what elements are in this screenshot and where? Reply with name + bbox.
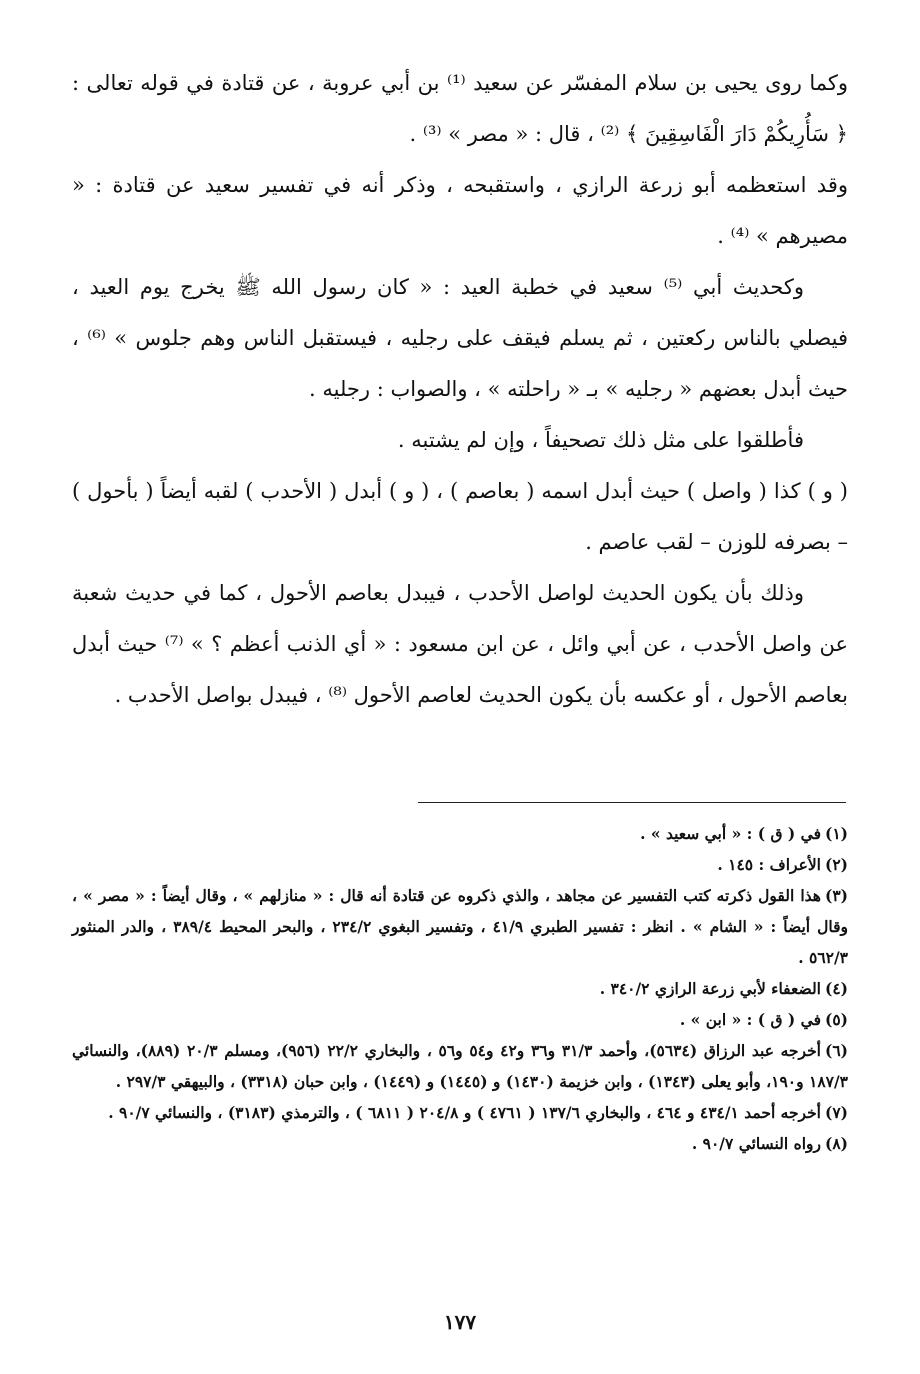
footnote-7 bbox=[72, 1097, 848, 1128]
footnote-5 bbox=[72, 1004, 848, 1035]
footnote-number: (٥) bbox=[824, 1010, 848, 1029]
footnote-text: هذا القول ذكرته كتب التفسير عن مجاهد ، والذي ذكروه عن قتادة أنه قال : « منازلهم » ، وقال أيضاً : « مصر » ، وقال أيضاً : « الشام » . انظر : تفسير الطبري ٤١/٩ ، وتفسير البغوي ٢٣٤/٢ ، والبحر المحيط ٣٨٩/٤ ، والدر المنثور ٥٦٢/٣ . bbox=[72, 886, 849, 967]
paragraph-3: وكحديث أبي ⁽⁵⁾ سعيد في خطبة العيد : « كان رسول الله ﷺ يخرج يوم العيد ، فيصلي بالناس ركعتين ، ثم يسلم فيقف على رجليه ، فيستقبل الناس وهم جلوس » ⁽⁶⁾ ، حيث أبدل بعضهم « رجليه » بـ « راحلته » ، والصواب : رجليه . bbox=[72, 275, 848, 401]
paragraph-2: وقد استعظمه أبو زرعة الرازي ، واستقبحه ، وذكر أنه في تفسير سعيد عن قتادة : « مصيرهم » ⁽⁴⁾ . bbox=[72, 173, 848, 248]
page-number: ١٧٧ bbox=[443, 1310, 477, 1334]
footnote-number: (٦) bbox=[824, 1041, 848, 1060]
footnote-6 bbox=[72, 1035, 848, 1097]
main-text bbox=[72, 58, 848, 721]
paragraph-4: فأطلقوا على مثل ذلك تصحيفاً ، وإن لم يشتبه . bbox=[397, 428, 804, 452]
paragraph-6: وذلك بأن يكون الحديث لواصل الأحدب ، فيبدل بعاصم الأحول ، كما في حديث شعبة عن واصل الأحدب ، عن أبي وائل ، عن ابن مسعود : « أي الذنب أعظم ؟ » ⁽⁷⁾ حيث أبدل بعاصم الأحول ، أو عكسه بأن يكون الحديث لعاصم الأحول ⁽⁸⁾ ، فيبدل بواصل الأحدب . bbox=[72, 581, 848, 707]
footnote-2 bbox=[72, 849, 848, 880]
footnote-1 bbox=[72, 818, 848, 849]
paragraph-1: وكما روى يحيى بن سلام المفسّر عن سعيد ⁽¹⁾ بن أبي عروبة ، عن قتادة في قوله تعالى : ﴿ سَأُرِيكُمْ دَارَ الْفَاسِقِينَ ﴾ ⁽²⁾ ، قال : « مصر » ⁽³⁾ . bbox=[72, 71, 848, 146]
footnote-number: (٢) bbox=[824, 855, 848, 874]
footnote-text: الأعراف : ١٤٥ . bbox=[717, 855, 821, 874]
footnote-8 bbox=[72, 1128, 848, 1159]
paragraph-5: ( و ) كذا ( واصل ) حيث أبدل اسمه ( بعاصم ) ، ( و ) أبدل ( الأحدب ) لقبه أيضاً ( بأحول ) – بصرفه للوزن – لقب عاصم . bbox=[72, 479, 848, 554]
footnote-text: في ( ق ) : « أبي سعيد » . bbox=[640, 824, 821, 843]
footnote-4 bbox=[72, 973, 848, 1004]
footnote-number: (١) bbox=[824, 824, 848, 843]
footnote-divider bbox=[418, 802, 846, 803]
footnote-text: أخرجه عبد الرزاق (٥٦٣٤)، وأحمد ٣١/٣ و٣٦ و٤٢ و٥٤ و٥٦ ، والبخاري ٢٢/٢ (٩٥٦)، ومسلم ٢٠/٣ (٨٨٩)، والنسائي ١٨٧/٣ و١٩٠، وأبو يعلى (١٣٤٣) ، وابن خزيمة (١٤٣٠) و (١٤٤٥) و (١٤٤٩) ، وابن حبان (٣٣١٨) ، والبيهقي ٢٩٧/٣ . bbox=[72, 1041, 848, 1091]
footnote-number: (٧) bbox=[824, 1103, 848, 1122]
footnote-text: رواه النسائي ٩٠/٧ . bbox=[691, 1134, 821, 1153]
footnote-number: (٣) bbox=[824, 886, 848, 905]
footnote-3 bbox=[72, 880, 848, 973]
footnote-text: في ( ق ) : « ابن » . bbox=[679, 1010, 821, 1029]
footnote-number: (٤) bbox=[824, 979, 848, 998]
footnotes bbox=[72, 818, 848, 1159]
footnote-text: أخرجه أحمد ٤٣٤/١ و ٤٦٤ ، والبخاري ١٣٧/٦ ( ٤٧٦١ ) و ٢٠٤/٨ ( ٦٨١١ ) ، والترمذي (٣١٨٣) ، والنسائي ٩٠/٧ . bbox=[108, 1103, 821, 1122]
footnote-text: الضعفاء لأبي زرعة الرازي ٣٤٠/٢ . bbox=[599, 979, 821, 998]
footnote-number: (٨) bbox=[824, 1134, 848, 1153]
